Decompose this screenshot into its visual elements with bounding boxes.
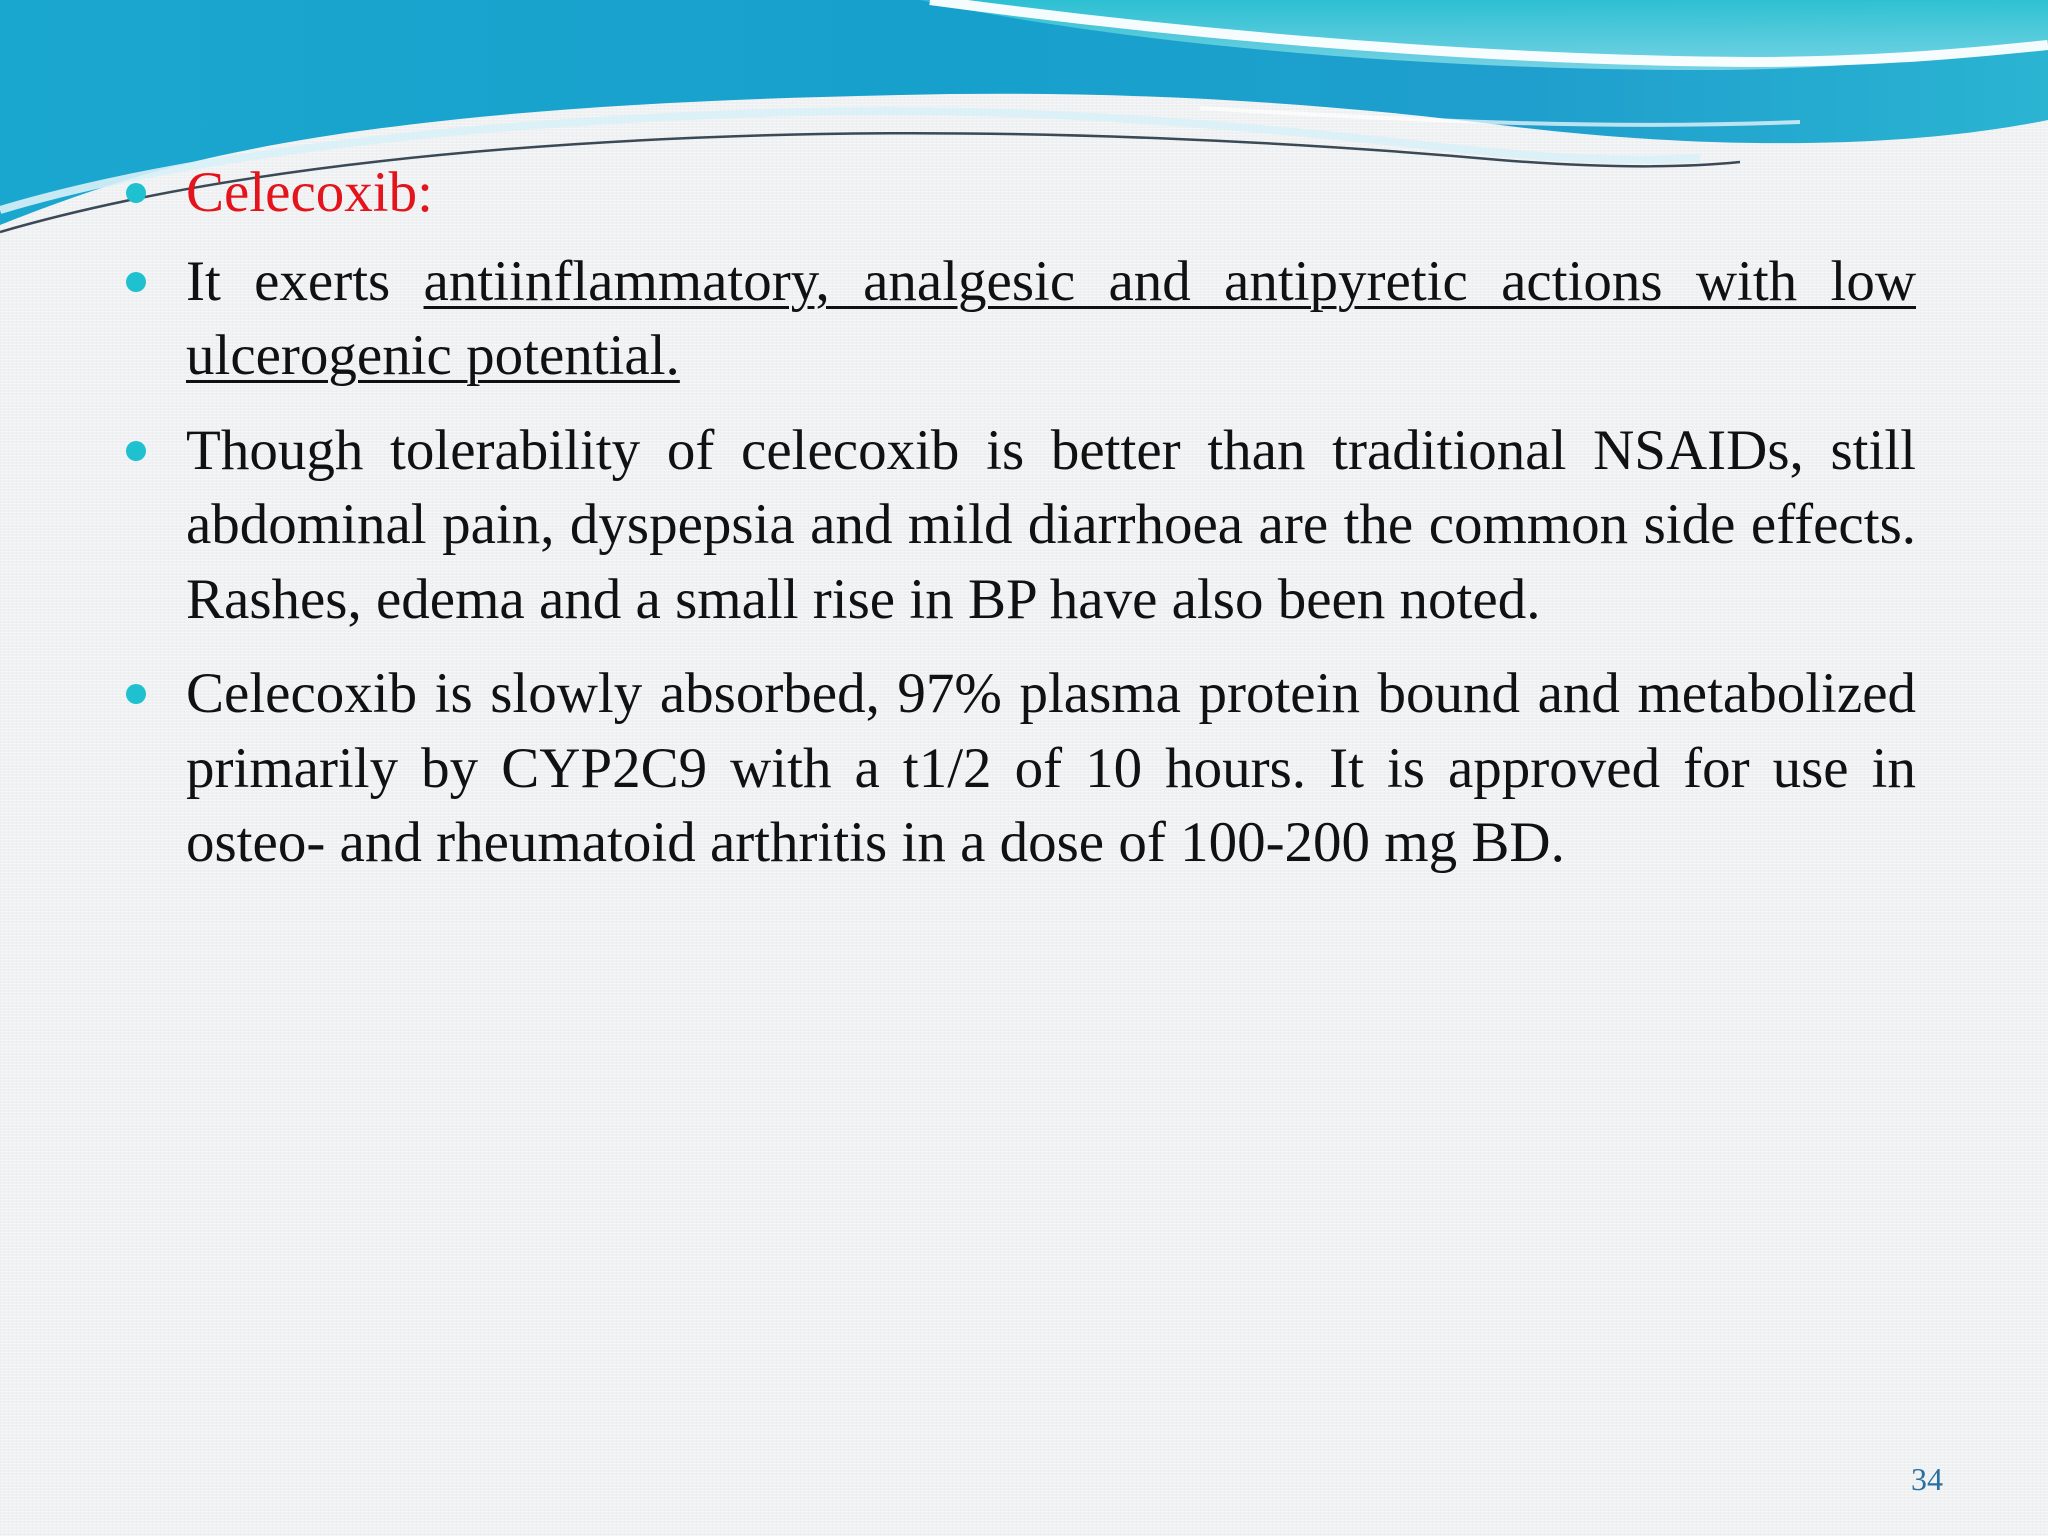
bullet-item-actions (126, 245, 1916, 394)
bullet-dot-icon (126, 441, 146, 461)
bullet-text-underlined: antiinflammatory, analgesic and antipyretic actions with low ulcerogenic potential. (186, 249, 1916, 387)
bullet-dot-icon (126, 183, 146, 203)
bullet-text-prefix: It exerts (186, 249, 424, 313)
slide-title: Celecoxib: (186, 161, 433, 224)
bullet-item-pharmacokinetics (126, 657, 1916, 881)
bullet-dot-icon (126, 272, 146, 292)
slide-content (126, 156, 1916, 901)
bullet-item-tolerability (126, 414, 1916, 638)
bullet-text: Celecoxib is slowly absorbed, 97% plasma protein bound and metabolized primarily by CYP2C9 with a t1/2 of 10 hours. It is approved for use in osteo- and rheumatoid arthritis in a dose of 100-200 mg BD. (186, 662, 1916, 874)
bullet-dot-icon (126, 684, 146, 704)
title-bullet (126, 156, 1916, 231)
bullet-text: Though tolerability of celecoxib is better than traditional NSAIDs, still abdominal pain, dyspepsia and mild diarrhoea are the common side effects. Rashes, edema and a small rise in BP have also been noted. (186, 418, 1916, 631)
page-number: 34 (1911, 1461, 1943, 1497)
